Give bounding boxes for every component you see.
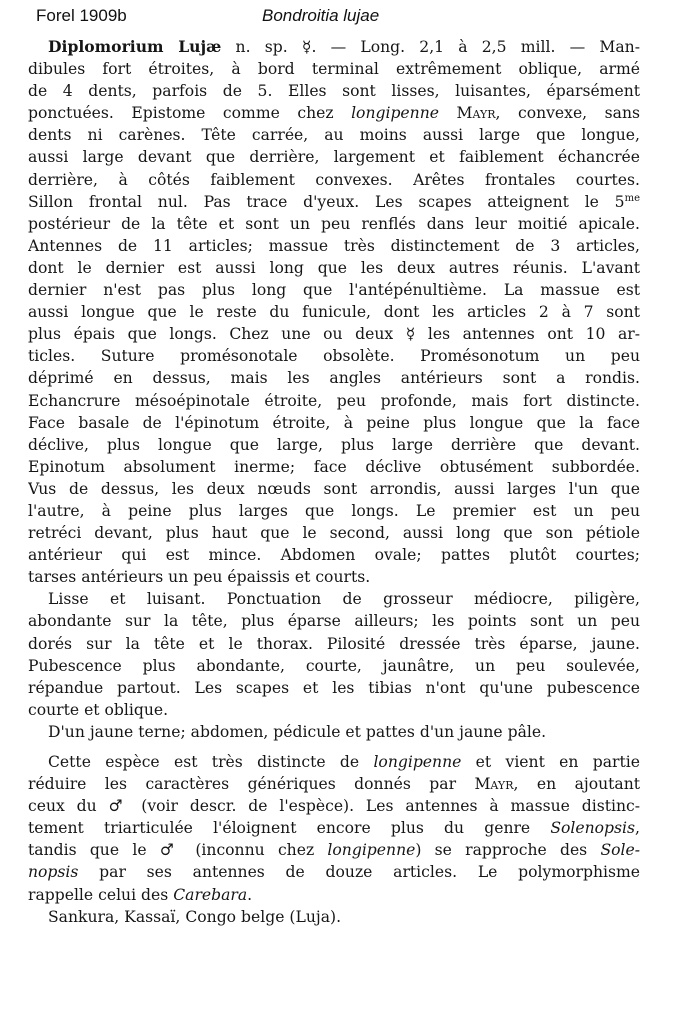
text-line: déprimé en dessus, mais les angles antérieurs sont a rondis.	[28, 369, 640, 388]
locality-paragraph	[28, 906, 640, 928]
author-name: Mayr	[438, 104, 496, 123]
text-line: Diplomorium Lujæ n. sp. ☿. — Long. 2,1 à 2,5 mill. — Man-	[48, 37, 640, 56]
text-line: Pubescence plus abondante, courte, jaunâtre, un peu soulevée,	[28, 656, 640, 675]
author-name: Mayr	[474, 775, 514, 794]
taxon-name: Sole-	[600, 841, 640, 860]
text-line: tarses antérieurs un peu épaissis et courts.	[28, 568, 371, 587]
remarks-paragraph	[28, 751, 640, 906]
text-line: postérieur de la tête et sont un peu renflés dans leur moitié apicale.	[28, 214, 640, 233]
taxon-name: nopsis	[28, 863, 79, 882]
text-line: tement triarticulée l'éloignent encore plus du genre Solenopsis,	[28, 819, 640, 838]
text-line: D'un jaune terne; abdomen, pédicule et pattes d'un jaune pâle.	[48, 722, 547, 741]
taxon-name: longipenne	[327, 841, 416, 860]
text-line: dont le dernier est aussi long que les deux autres réunis. L'avant	[28, 258, 640, 277]
text-line: dents ni carènes. Tête carrée, au moins aussi large que longue,	[28, 126, 640, 145]
text-line: déclive, plus longue que large, plus large derrière que devant.	[28, 435, 640, 454]
taxon-name: longipenne	[373, 753, 462, 771]
superscript: me	[624, 192, 640, 204]
text-line: Vus de dessus, les deux nœuds sont arrondis, aussi larges l'un que	[28, 479, 640, 498]
text-line: réduire les caractères génériques donnés par Mayr, en ajoutant	[28, 775, 640, 794]
taxon-name: Carebara	[173, 885, 248, 904]
text-line: plus épais que longs. Chez une ou deux ☿ les antennes ont 10 ar-	[28, 325, 640, 344]
text-line: ceux du ♂ (voir descr. de l'espèce). Les antennes à massue distinc-	[28, 797, 640, 816]
text-line: ticles. Suture promésonotale obsolète. Promésonotum un peu	[28, 347, 640, 366]
text-line: Epinotum absolument inerme; face déclive obtusément subbordée.	[28, 457, 640, 476]
text-line: rappelle celui des Carebara.	[28, 885, 253, 904]
text-line: l'autre, à peine plus larges que longs. Le premier est un peu	[28, 501, 640, 520]
text-line: abondante sur la tête, plus éparse ailleurs; les points sont un peu	[28, 612, 640, 631]
text-line: de 4 dents, parfois de 5. Elles sont lisses, luisantes, éparsément	[28, 82, 640, 101]
text-line: Face basale de l'épinotum étroite, à peine plus longue que la face	[28, 413, 640, 432]
text-line: aussi longue que le reste du funicule, dont les articles 2 à 7 sont	[28, 303, 640, 322]
text-line: Sillon frontal nul. Pas trace d'yeux. Les scapes atteignent le $5^{me}$	[28, 192, 640, 211]
text-line: tandis que le ♂ (inconnu chez longipenne) se rapproche des Sole-	[28, 841, 640, 860]
text-line: ponctuées. Epistome comme chez longipenne Mayr, convexe, sans	[28, 104, 640, 123]
text-line: derrière, à côtés faiblement convexes. Arêtes frontales courtes.	[28, 170, 640, 189]
text-line: antérieur qui est mince. Abdomen ovale; pattes plutôt courtes;	[28, 546, 640, 565]
text-line: retréci devant, plus haut que le second, aussi long que son pétiole	[28, 524, 640, 543]
taxon-name: longipenne	[351, 104, 439, 123]
text-line: nopsis par ses antennes de douze articles. Le polymorphisme	[28, 863, 640, 882]
page-header	[0, 4, 673, 30]
taxon-name: Solenopsis	[550, 819, 636, 838]
sculpture-paragraph	[28, 588, 640, 721]
text-line: dernier n'est pas plus long que l'antépénultième. La massue est	[28, 281, 640, 300]
text-line: répandue partout. Les scapes et les tibias n'ont qu'une pubescence	[28, 678, 640, 697]
text-line: dibules fort étroites, à bord terminal extrêmement oblique, armé	[28, 60, 640, 79]
text-line: Lisse et luisant. Ponctuation de grosseur médiocre, piligère,	[48, 590, 640, 609]
description-paragraph	[28, 36, 640, 588]
text-line: Antennes de 11 articles; massue très distinctement de 3 articles,	[28, 236, 640, 255]
text-line: Cette espèce est très distincte de longipenne et vient en partie	[48, 753, 640, 771]
species-description-text	[28, 36, 640, 928]
color-paragraph	[28, 721, 640, 743]
text-line: aussi large devant que derrière, largement et faiblement échancrée	[28, 148, 640, 167]
text-line: dorés sur la tête et le thorax. Pilosité dressée très éparse, jaune.	[28, 634, 640, 653]
species-name: Diplomorium Lujæ	[48, 37, 222, 56]
text-line: courte et oblique.	[28, 700, 169, 719]
header-species-title: Bondroitia lujae	[262, 6, 380, 25]
text-line: Echancrure mésoépinotale étroite, peu profonde, mais fort distincte.	[28, 391, 640, 410]
text-line: Sankura, Kassaï, Congo belge (Luja).	[48, 907, 342, 926]
header-author-year: Forel 1909b	[36, 6, 127, 25]
